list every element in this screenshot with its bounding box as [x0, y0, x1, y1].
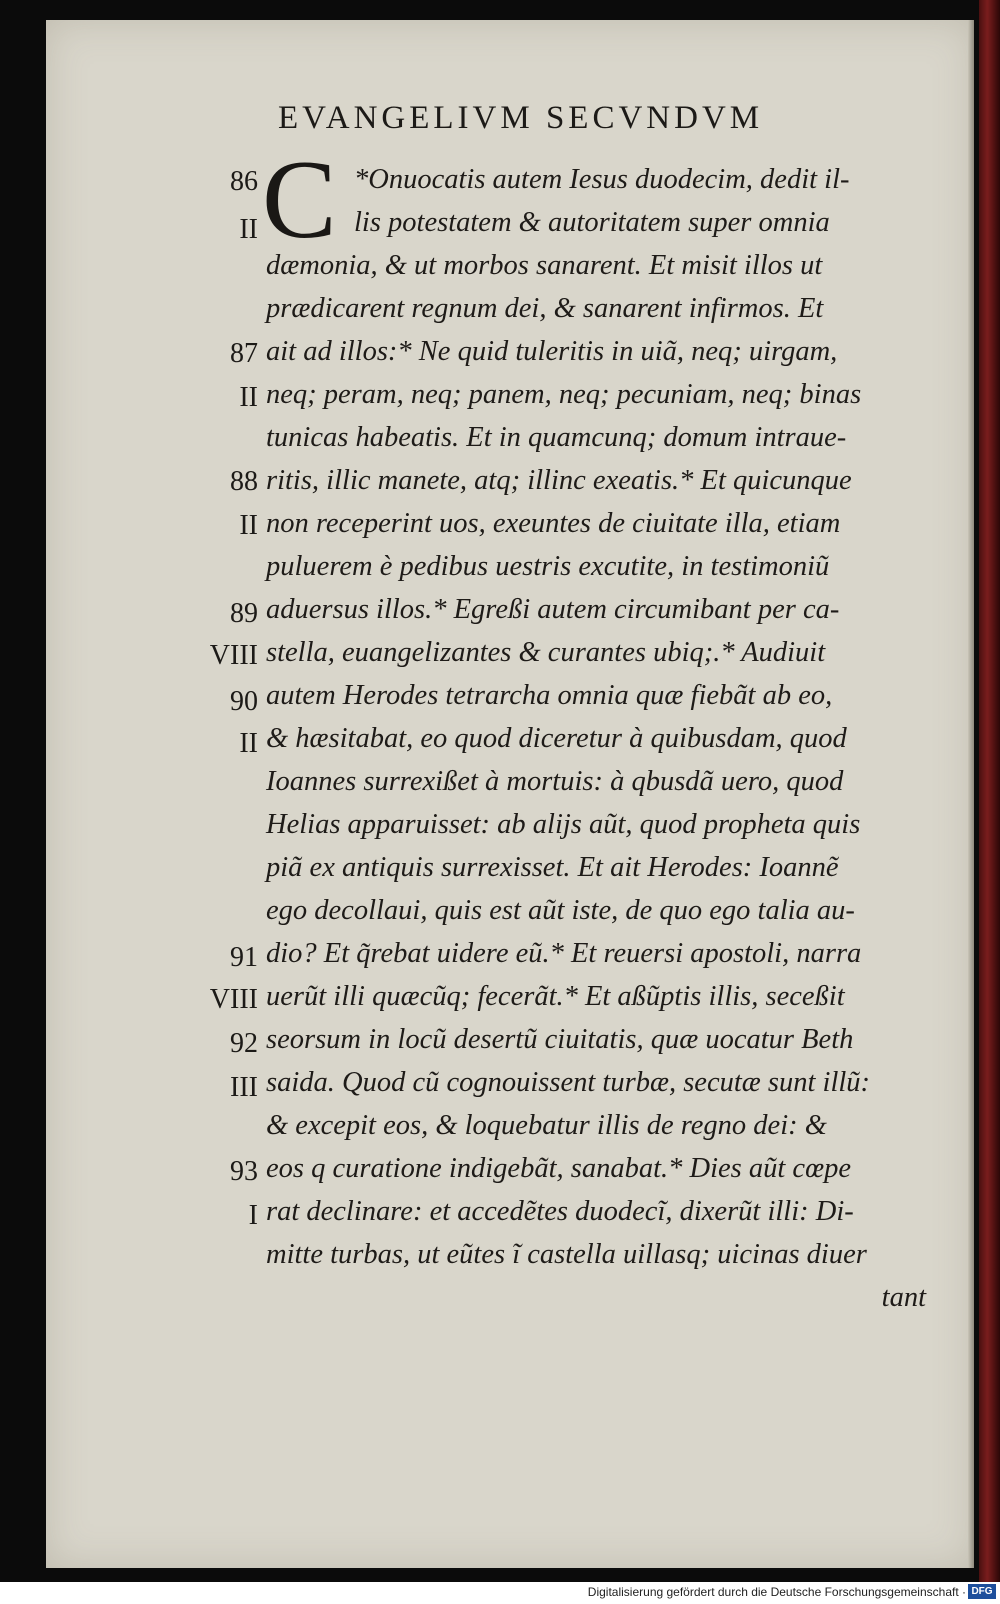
text-line: piã ex antiquis surrexisset. Et ait Herodes: Ioannẽ [266, 852, 839, 883]
margin-number: 92 [230, 1028, 258, 1059]
text-line: seorsum in locũ desertũ ciuitatis, quæ uocatur Beth [266, 1024, 854, 1055]
margin-number: I [248, 1200, 258, 1231]
margin-number: VIII [209, 640, 258, 671]
text-line: Helias apparuisset: ab alijs aũt, quod propheta quis [266, 809, 861, 840]
text-line: rat declinare: et accedẽtes duodecĩ, dixerũt illi: Di- [266, 1196, 854, 1227]
text-line: & hæsitabat, eo quod diceretur à quibusdam, quod [266, 723, 847, 754]
margin-number: 88 [230, 466, 258, 497]
margin-number: 89 [230, 598, 258, 629]
text-line: aduersus illos.* Egreßi autem circumibant per ca- [266, 594, 840, 625]
text-line: puluerem è pedibus uestris excutite, in testimoniũ [266, 551, 830, 582]
text-line: autem Herodes tetrarcha omnia quæ fiebãt ab eo, [266, 680, 833, 711]
running-head: EVANGELIVM SECVNDVM [278, 100, 764, 136]
text-line: tunicas habeatis. Et in quamcunq; domum intraue- [266, 422, 847, 453]
margin-number: 87 [230, 338, 258, 369]
binding-edge [979, 0, 1000, 1582]
margin-number: 90 [230, 686, 258, 717]
text-line: dio? Et q̃rebat uidere eũ.* Et reuersi apostoli, narra [266, 938, 862, 969]
text-line: ritis, illic manete, atq; illinc exeatis.* Et quicunque [266, 465, 852, 496]
text-line: saida. Quod cũ cognouissent turbæ, secutæ sunt illũ: [266, 1067, 871, 1098]
margin-number: II [239, 382, 258, 413]
funding-credit: Digitalisierung gefördert durch die Deutsche Forschungsgemeinschaft · [587, 1585, 966, 1599]
text-line: prædicarent regnum dei, & sanarent infirmos. Et [266, 293, 824, 324]
dfg-logo-icon: DFG [968, 1584, 996, 1599]
text-line: uerũt illi quæcũq; fecerãt.* Et aßũptis illis, seceßit [266, 981, 845, 1012]
text-line: & excepit eos, & loquebatur illis de regno dei: & [266, 1110, 827, 1141]
text-line: mitte turbas, ut eũtes ĩ castella uillasq; uicinas diuer [266, 1239, 867, 1270]
margin-number: II [239, 510, 258, 541]
text-line: eos q curatione indigebãt, sanabat.* Dies aũt cœpe [266, 1153, 851, 1184]
text-line: Ioannes surrexißet à mortuis: à qbusdã uero, quod [266, 766, 844, 797]
page-edge [968, 20, 974, 1568]
text-line: neq; peram, neq; panem, neq; pecuniam, neq; binas [266, 379, 862, 410]
margin-number: 91 [230, 942, 258, 973]
drop-initial: C [262, 138, 337, 262]
margin-number: II [239, 728, 258, 759]
margin-number: 86 [230, 166, 258, 197]
margin-number: II [239, 214, 258, 245]
text-line: ego decollaui, quis est aũt iste, de quo ego talia au- [266, 895, 855, 926]
catchword: tant [881, 1282, 926, 1313]
text-line: lis potestatem & autoritatem super omnia [354, 207, 830, 238]
margin-number: 93 [230, 1156, 258, 1187]
margin-number: III [230, 1072, 258, 1103]
margin-number: VIII [209, 984, 258, 1015]
text-line: non receperint uos, exeuntes de ciuitate illa, etiam [266, 508, 841, 539]
text-line: stella, euangelizantes & curantes ubiq;.* Audiuit [266, 637, 826, 668]
text-line: ait ad illos:* Ne quid tuleritis in uiã, neq; uirgam, [266, 336, 838, 367]
text-line: *Onuocatis autem Iesus duodecim, dedit il- [354, 164, 850, 195]
text-line: dæmonia, & ut morbos sanarent. Et misit illos ut [266, 250, 823, 281]
